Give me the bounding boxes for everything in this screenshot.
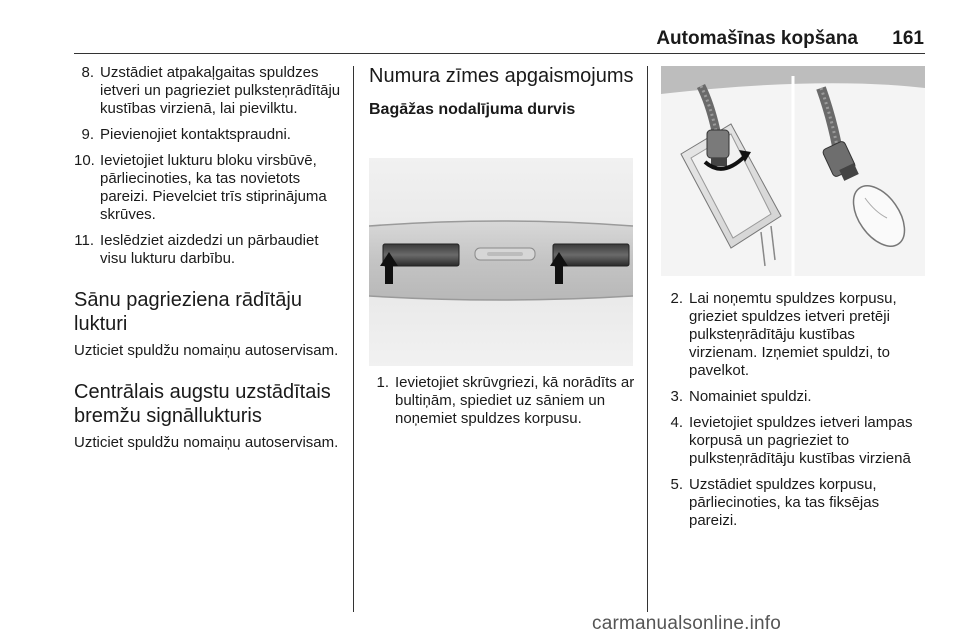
column-divider-2 xyxy=(647,66,648,612)
list-item: 1. Ievietojiet skrūvgriezi, kā norādīts ar bultiņām, spiediet uz sāniem un noņemiet spuldzes korpusu. xyxy=(376,374,635,427)
list-item: 5. Uzstādiet spuldzes korpusu, pārliecinoties, ka tas fiksējas pareizi. xyxy=(670,476,880,529)
page-header xyxy=(74,28,924,52)
section-title-plate-light: Numura zīmes apgaismojums xyxy=(369,65,634,87)
section-text-brake-light: Uzticiet spuldžu nomaiņu autoservisam. xyxy=(74,434,339,451)
list-item: 2. Lai noņemtu spuldzes korpusu, grieziet spuldzes ietveri pretēji pulksteņrādītāju kustības virzienam. Izņemiet spuldzi, to pavelkot. xyxy=(670,290,897,379)
list-item: 4. Ievietojiet spuldzes ietveri lampas korpusā un pagrieziet to pulksteņrādītāju kustības virzienā xyxy=(670,414,913,467)
column-1 xyxy=(74,64,344,452)
steps-list-1 xyxy=(74,64,344,268)
header-rule xyxy=(74,53,925,54)
column-divider-1 xyxy=(353,66,354,612)
figure-plate-light-housing xyxy=(369,158,633,366)
list-item: 8. Uzstādiet atpakaļgaitas spuldzes ietveri un pagrieziet pulksteņrādītāju kustības virzienā, lai pievilktu. xyxy=(81,64,341,117)
column-2 xyxy=(369,64,637,120)
steps-list-2 xyxy=(369,374,637,428)
section-text-side-indicators: Uzticiet spuldžu nomaiņu autoservisam. xyxy=(74,342,339,359)
list-item: 9. Pievienojiet kontaktspraudni. xyxy=(81,126,291,143)
steps-list-3 xyxy=(663,290,927,530)
chapter-title: Automašīnas kopšana xyxy=(656,28,858,49)
column-2-steps xyxy=(369,374,637,436)
page-number: 161 xyxy=(892,28,924,49)
watermark: carmanualsonline.info xyxy=(592,613,782,634)
section-title-side-indicators: Sānu pagrieziena rādītāju lukturi xyxy=(74,289,302,335)
section-subtitle-tailgate: Bagāžas nodalījuma durvis xyxy=(369,101,576,118)
figure-bulb-removal xyxy=(661,66,925,276)
list-item: 3. Nomainiet spuldzi. xyxy=(670,388,812,405)
list-item: 10. Ievietojiet lukturu bloku virsbūvē, pārliecinoties, ka tas novietots pareizi. Pievelciet trīs stiprinājuma skrūves. xyxy=(74,152,327,223)
column-3 xyxy=(663,290,927,538)
list-item: 11. Ieslēdziet aizdedzi un pārbaudiet visu lukturu darbību. xyxy=(74,232,319,267)
section-title-brake-light: Centrālais augstu uzstādītais bremžu signāllukturis xyxy=(74,381,331,427)
